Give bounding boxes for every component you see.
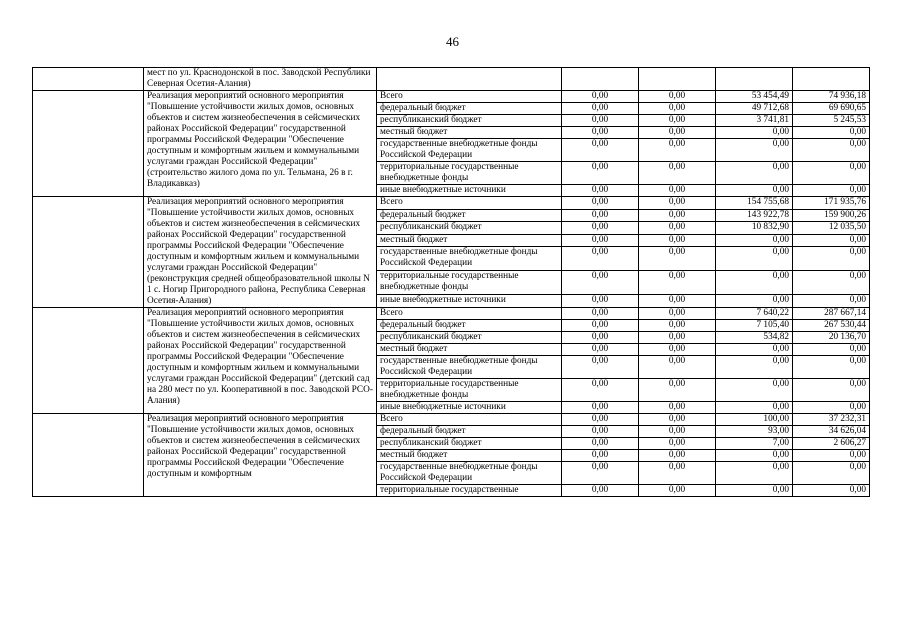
value-cell-2: 0,00 <box>639 332 716 344</box>
funding-source-cell: территориальные государственные <box>377 485 562 497</box>
value-cell-2 <box>639 68 716 91</box>
value-cell-1: 0,00 <box>562 185 639 197</box>
value-cell-4: 0,00 <box>793 234 870 247</box>
value-cell-4: 0,00 <box>793 402 870 414</box>
value-cell-2: 0,00 <box>639 438 716 450</box>
value-cell-3: 0,00 <box>716 162 793 185</box>
number-cell <box>33 308 144 414</box>
value-cell-2: 0,00 <box>639 115 716 127</box>
funding-source-cell: иные внебюджетные источники <box>377 295 562 308</box>
measure-name-cell: Реализация мероприятий основного мероприятия "Повышение устойчивости жилых домов, основных объектов и систем жизнеобеспечения в сейсмических районах Российской Федерации" государственной программы Российской Федерации "Обеспечение доступным и комфортным жильем и коммунальными услугами граждан Российской Федерации" (строительство жилого дома по ул. Тельмана, 26 в г. Владикавказ) <box>144 91 377 197</box>
value-cell-4: 5 245,53 <box>793 115 870 127</box>
value-cell-4: 0,00 <box>793 139 870 162</box>
funding-source-cell: территориальные государственные внебюджетные фонды <box>377 271 562 295</box>
source-cell <box>377 68 562 91</box>
table-row <box>33 308 870 320</box>
value-cell-2: 0,00 <box>639 91 716 103</box>
value-cell-4: 2 606,27 <box>793 438 870 450</box>
value-cell-4: 0,00 <box>793 379 870 402</box>
value-cell-1: 0,00 <box>562 271 639 295</box>
funding-source-cell: государственные внебюджетные фонды Российской Федерации <box>377 139 562 162</box>
number-cell <box>33 197 144 308</box>
funding-source-cell: республиканский бюджет <box>377 222 562 235</box>
value-cell-3: 0,00 <box>716 127 793 139</box>
funding-source-cell: государственные внебюджетные фонды Российской Федерации <box>377 356 562 379</box>
value-cell-1: 0,00 <box>562 197 639 210</box>
value-cell-3: 0,00 <box>716 462 793 485</box>
value-cell-1: 0,00 <box>562 414 639 426</box>
value-cell-1: 0,00 <box>562 356 639 379</box>
funding-source-cell: иные внебюджетные источники <box>377 402 562 414</box>
value-cell-3: 143 922,78 <box>716 209 793 222</box>
table-row <box>33 91 870 103</box>
funding-source-cell: местный бюджет <box>377 450 562 462</box>
value-cell-1: 0,00 <box>562 426 639 438</box>
value-cell-1: 0,00 <box>562 462 639 485</box>
value-cell-2: 0,00 <box>639 402 716 414</box>
value-cell-2: 0,00 <box>639 271 716 295</box>
value-cell-3: 0,00 <box>716 234 793 247</box>
value-cell-1: 0,00 <box>562 247 639 271</box>
funding-source-cell: федеральный бюджет <box>377 320 562 332</box>
funding-source-cell: федеральный бюджет <box>377 426 562 438</box>
value-cell-4: 34 626,04 <box>793 426 870 438</box>
value-cell-2: 0,00 <box>639 320 716 332</box>
value-cell-3: 0,00 <box>716 356 793 379</box>
value-cell-4: 0,00 <box>793 162 870 185</box>
value-cell-4: 0,00 <box>793 450 870 462</box>
funding-source-cell: республиканский бюджет <box>377 115 562 127</box>
value-cell-3: 154 755,68 <box>716 197 793 210</box>
value-cell-4: 267 530,44 <box>793 320 870 332</box>
funding-source-cell: республиканский бюджет <box>377 332 562 344</box>
value-cell-3: 49 712,68 <box>716 103 793 115</box>
funding-source-cell: федеральный бюджет <box>377 103 562 115</box>
value-cell-1: 0,00 <box>562 162 639 185</box>
continuation-row <box>33 68 870 91</box>
value-cell-2: 0,00 <box>639 209 716 222</box>
value-cell-2: 0,00 <box>639 379 716 402</box>
funding-source-cell: местный бюджет <box>377 234 562 247</box>
value-cell-2: 0,00 <box>639 127 716 139</box>
value-cell-4: 0,00 <box>793 344 870 356</box>
value-cell-3: 7 640,22 <box>716 308 793 320</box>
measure-name-cell: мест по ул. Краснодонской в пос. Заводской Республики Северная Осетия-Алания) <box>144 68 377 91</box>
value-cell-2: 0,00 <box>639 222 716 235</box>
value-cell-1: 0,00 <box>562 344 639 356</box>
value-cell-2: 0,00 <box>639 295 716 308</box>
value-cell-1: 0,00 <box>562 308 639 320</box>
value-cell-2: 0,00 <box>639 185 716 197</box>
value-cell-2: 0,00 <box>639 414 716 426</box>
funding-source-cell: Всего <box>377 414 562 426</box>
value-cell-2: 0,00 <box>639 162 716 185</box>
value-cell-3: 100,00 <box>716 414 793 426</box>
value-cell-1: 0,00 <box>562 450 639 462</box>
number-cell <box>33 414 144 497</box>
funding-source-cell: местный бюджет <box>377 127 562 139</box>
funding-source-cell: территориальные государственные внебюджетные фонды <box>377 379 562 402</box>
value-cell-3: 0,00 <box>716 185 793 197</box>
measure-name-cell: Реализация мероприятий основного мероприятия "Повышение устойчивости жилых домов, основных объектов и систем жизнеобеспечения в сейсмических районах Российской Федерации" государственной программы Российской Федерации "Обеспечение доступным и комфортным <box>144 414 377 497</box>
table-row <box>33 414 870 426</box>
number-cell <box>33 91 144 197</box>
value-cell-3: 0,00 <box>716 247 793 271</box>
value-cell-1: 0,00 <box>562 222 639 235</box>
value-cell-4: 287 667,14 <box>793 308 870 320</box>
value-cell-4 <box>793 68 870 91</box>
value-cell-1: 0,00 <box>562 485 639 497</box>
value-cell-4: 159 900,26 <box>793 209 870 222</box>
funding-source-cell: Всего <box>377 197 562 210</box>
value-cell-2: 0,00 <box>639 426 716 438</box>
value-cell-4: 12 035,50 <box>793 222 870 235</box>
value-cell-3: 0,00 <box>716 402 793 414</box>
value-cell-4: 0,00 <box>793 295 870 308</box>
value-cell-3: 0,00 <box>716 271 793 295</box>
number-cell <box>33 68 144 91</box>
value-cell-3: 3 741,81 <box>716 115 793 127</box>
budget-table-body <box>33 68 870 497</box>
page-number: 46 <box>446 34 459 49</box>
value-cell-3: 0,00 <box>716 139 793 162</box>
funding-source-cell: местный бюджет <box>377 344 562 356</box>
funding-source-cell: территориальные государственные внебюджетные фонды <box>377 162 562 185</box>
funding-source-cell: государственные внебюджетные фонды Российской Федерации <box>377 462 562 485</box>
value-cell-4: 0,00 <box>793 462 870 485</box>
value-cell-3 <box>716 68 793 91</box>
value-cell-1: 0,00 <box>562 379 639 402</box>
value-cell-3: 53 454,49 <box>716 91 793 103</box>
funding-source-cell: иные внебюджетные источники <box>377 185 562 197</box>
value-cell-1: 0,00 <box>562 332 639 344</box>
value-cell-3: 0,00 <box>716 450 793 462</box>
measure-name-cell: Реализация мероприятий основного мероприятия "Повышение устойчивости жилых домов, основных объектов и систем жизнеобеспечения в сейсмических районах Российской Федерации" государственной программы Российской Федерации "Обеспечение доступным и комфортным жильем и коммунальными услугами граждан Российской Федерации" (реконструкция средней общеобразовательной школы N 1 с. Ногир Пригородного района, Республика Северная Осетия-Алания) <box>144 197 377 308</box>
value-cell-3: 0,00 <box>716 379 793 402</box>
value-cell-2: 0,00 <box>639 247 716 271</box>
value-cell-3: 93,00 <box>716 426 793 438</box>
value-cell-3: 0,00 <box>716 485 793 497</box>
value-cell-3: 7 105,40 <box>716 320 793 332</box>
funding-source-cell: Всего <box>377 308 562 320</box>
value-cell-1 <box>562 68 639 91</box>
value-cell-2: 0,00 <box>639 356 716 379</box>
value-cell-4: 171 935,76 <box>793 197 870 210</box>
value-cell-1: 0,00 <box>562 209 639 222</box>
value-cell-3: 534,82 <box>716 332 793 344</box>
table-row <box>33 197 870 210</box>
value-cell-2: 0,00 <box>639 450 716 462</box>
value-cell-1: 0,00 <box>562 320 639 332</box>
value-cell-1: 0,00 <box>562 115 639 127</box>
funding-source-cell: республиканский бюджет <box>377 438 562 450</box>
value-cell-4: 0,00 <box>793 247 870 271</box>
value-cell-4: 0,00 <box>793 127 870 139</box>
value-cell-4: 0,00 <box>793 485 870 497</box>
value-cell-4: 0,00 <box>793 356 870 379</box>
value-cell-2: 0,00 <box>639 139 716 162</box>
value-cell-4: 37 232,31 <box>793 414 870 426</box>
value-cell-1: 0,00 <box>562 139 639 162</box>
measure-name-cell: Реализация мероприятий основного мероприятия "Повышение устойчивости жилых домов, основных объектов и систем жизнеобеспечения в сейсмических районах Российской Федерации" государственной программы Российской Федерации "Обеспечение доступным и комфортным жильем и коммунальными услугами граждан Российской Федерации" (детский сад на 280 мест по ул. Кооперативной в пос. Заводской РСО-Алания) <box>144 308 377 414</box>
value-cell-1: 0,00 <box>562 91 639 103</box>
value-cell-1: 0,00 <box>562 402 639 414</box>
funding-source-cell: государственные внебюджетные фонды Российской Федерации <box>377 247 562 271</box>
value-cell-2: 0,00 <box>639 103 716 115</box>
value-cell-2: 0,00 <box>639 308 716 320</box>
budget-table <box>32 67 870 497</box>
value-cell-2: 0,00 <box>639 197 716 210</box>
value-cell-3: 0,00 <box>716 295 793 308</box>
value-cell-3: 10 832,90 <box>716 222 793 235</box>
value-cell-2: 0,00 <box>639 234 716 247</box>
value-cell-2: 0,00 <box>639 462 716 485</box>
value-cell-1: 0,00 <box>562 438 639 450</box>
value-cell-3: 7,00 <box>716 438 793 450</box>
value-cell-4: 0,00 <box>793 185 870 197</box>
value-cell-1: 0,00 <box>562 127 639 139</box>
value-cell-4: 20 136,70 <box>793 332 870 344</box>
value-cell-3: 0,00 <box>716 344 793 356</box>
value-cell-1: 0,00 <box>562 234 639 247</box>
value-cell-4: 74 936,18 <box>793 91 870 103</box>
value-cell-1: 0,00 <box>562 103 639 115</box>
value-cell-2: 0,00 <box>639 485 716 497</box>
value-cell-2: 0,00 <box>639 344 716 356</box>
funding-source-cell: федеральный бюджет <box>377 209 562 222</box>
value-cell-4: 69 690,65 <box>793 103 870 115</box>
value-cell-1: 0,00 <box>562 295 639 308</box>
value-cell-4: 0,00 <box>793 271 870 295</box>
funding-source-cell: Всего <box>377 91 562 103</box>
